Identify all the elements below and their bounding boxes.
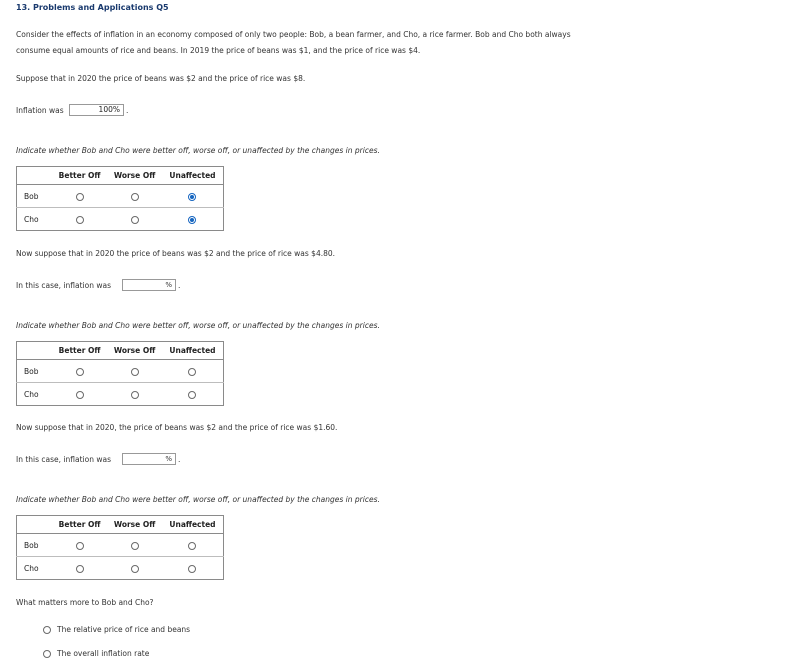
t1-bob-worse-off-radio[interactable] xyxy=(131,193,139,201)
t2-bob-worse-off-radio[interactable] xyxy=(131,368,139,376)
table-1-corner xyxy=(17,167,53,185)
page-title: 13. Problems and Applications Q5 xyxy=(16,3,169,12)
table-1 xyxy=(16,166,224,231)
table-row xyxy=(17,185,224,208)
t3-bob-unaffected-radio[interactable] xyxy=(188,542,196,550)
scenario-2-instruction: Indicate whether Bob and Cho were better off, worse off, or unaffected by the changes in prices. xyxy=(16,321,380,330)
col-header-unaffected: Unaffected xyxy=(162,516,224,534)
scenario-2-inflation-input[interactable] xyxy=(122,279,176,291)
row-label-cho: Cho xyxy=(17,208,53,231)
t3-bob-worse-off-radio[interactable] xyxy=(131,542,139,550)
scenario-1-inflation-label: Inflation was xyxy=(16,106,64,115)
t1-bob-better-off-radio[interactable] xyxy=(76,193,84,201)
col-header-unaffected: Unaffected xyxy=(162,167,224,185)
scenario-3-inflation-input[interactable] xyxy=(122,453,176,465)
col-header-better-off: Better Off xyxy=(52,342,107,360)
scenario-1-period: . xyxy=(126,106,129,115)
scenario-2-inflation-label: In this case, inflation was xyxy=(16,281,111,290)
t1-cho-better-off-radio[interactable] xyxy=(76,216,84,224)
t1-cho-worse-off-radio[interactable] xyxy=(131,216,139,224)
table-3 xyxy=(16,515,224,580)
t2-cho-better-off-radio[interactable] xyxy=(76,391,84,399)
row-label-cho: Cho xyxy=(17,383,53,406)
scenario-3-text: Now suppose that in 2020, the price of beans was $2 and the price of rice was $1.60. xyxy=(16,423,338,432)
scenario-1-inflation-input[interactable]: 100% xyxy=(69,104,124,116)
row-label-bob: Bob xyxy=(17,185,53,208)
table-row xyxy=(17,383,224,406)
t3-cho-worse-off-radio[interactable] xyxy=(131,565,139,573)
option-inflation-rate-radio[interactable] xyxy=(43,650,51,658)
table-row xyxy=(17,534,224,557)
intro-line-1: Consider the effects of inflation in an economy composed of only two people: Bob, a bean farmer, and Cho, a rice farmer. Bob and Cho both always xyxy=(16,30,571,39)
percent-sign: % xyxy=(165,281,172,289)
final-question: What matters more to Bob and Cho? xyxy=(16,598,154,607)
scenario-1-text: Suppose that in 2020 the price of beans was $2 and the price of rice was $8. xyxy=(16,74,306,83)
option-relative-price-radio[interactable] xyxy=(43,626,51,634)
t3-cho-better-off-radio[interactable] xyxy=(76,565,84,573)
scenario-3-instruction: Indicate whether Bob and Cho were better off, worse off, or unaffected by the changes in prices. xyxy=(16,495,380,504)
option-relative-price[interactable] xyxy=(43,625,190,634)
table-3-corner xyxy=(17,516,53,534)
row-label-cho: Cho xyxy=(17,557,53,580)
table-row xyxy=(17,557,224,580)
col-header-worse-off: Worse Off xyxy=(107,167,162,185)
t1-cho-unaffected-radio[interactable] xyxy=(188,216,196,224)
t2-cho-worse-off-radio[interactable] xyxy=(131,391,139,399)
intro-line-2: consume equal amounts of rice and beans. In 2019 the price of beans was $1, and the price of rice was $4. xyxy=(16,46,421,55)
col-header-better-off: Better Off xyxy=(52,167,107,185)
table-2-corner xyxy=(17,342,53,360)
scenario-3-period: . xyxy=(178,455,181,464)
scenario-3-inflation-label: In this case, inflation was xyxy=(16,455,111,464)
table-row xyxy=(17,360,224,383)
t2-bob-unaffected-radio[interactable] xyxy=(188,368,196,376)
t3-bob-better-off-radio[interactable] xyxy=(76,542,84,550)
table-2 xyxy=(16,341,224,406)
row-label-bob: Bob xyxy=(17,360,53,383)
table-row xyxy=(17,208,224,231)
t3-cho-unaffected-radio[interactable] xyxy=(188,565,196,573)
col-header-worse-off: Worse Off xyxy=(107,516,162,534)
t2-cho-unaffected-radio[interactable] xyxy=(188,391,196,399)
col-header-unaffected: Unaffected xyxy=(162,342,224,360)
scenario-1-instruction: Indicate whether Bob and Cho were better off, worse off, or unaffected by the changes in prices. xyxy=(16,146,380,155)
scenario-2-period: . xyxy=(178,281,181,290)
t1-bob-unaffected-radio[interactable] xyxy=(188,193,196,201)
row-label-bob: Bob xyxy=(17,534,53,557)
option-inflation-rate[interactable] xyxy=(43,649,149,658)
scenario-2-text: Now suppose that in 2020 the price of beans was $2 and the price of rice was $4.80. xyxy=(16,249,336,258)
option-relative-price-label: The relative price of rice and beans xyxy=(57,625,191,634)
percent-sign: % xyxy=(165,455,172,463)
t2-bob-better-off-radio[interactable] xyxy=(76,368,84,376)
option-inflation-rate-label: The overall inflation rate xyxy=(57,649,150,658)
col-header-better-off: Better Off xyxy=(52,516,107,534)
col-header-worse-off: Worse Off xyxy=(107,342,162,360)
